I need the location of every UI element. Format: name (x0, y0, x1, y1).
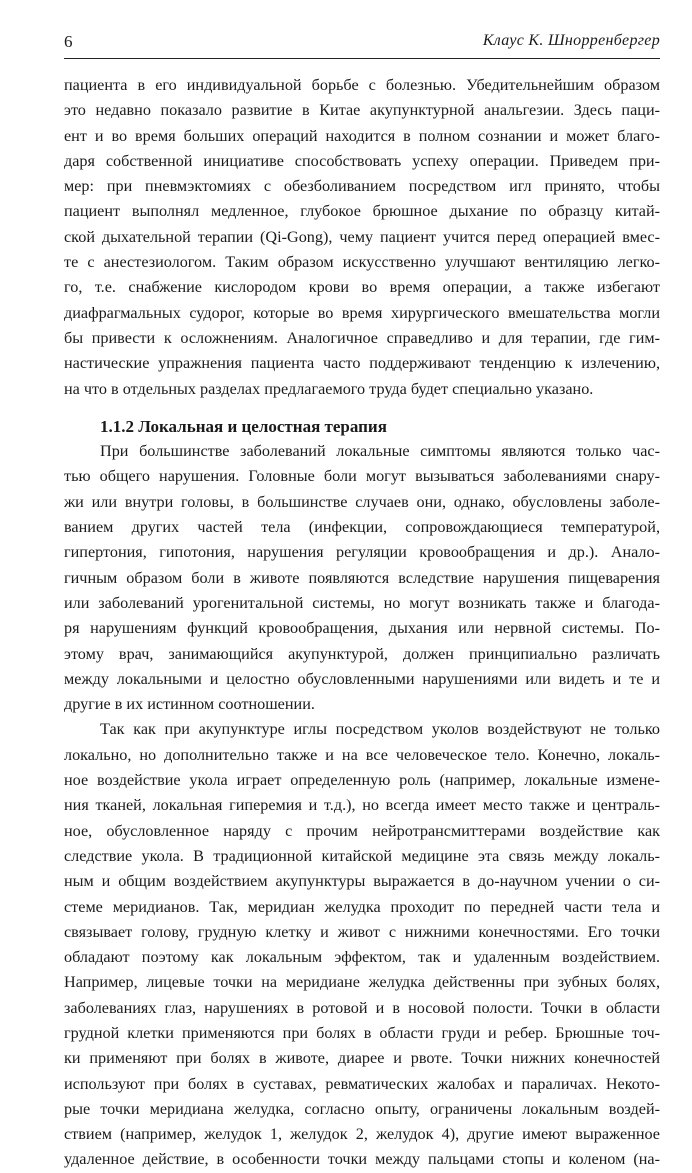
text-line: те с анестезиологом. Таким образом искусственно улучшают вентиляцию легко- (64, 253, 660, 272)
text-line: другие в их истинном соотношении. (64, 695, 315, 714)
text-line: грудной клетки применяются при болях в области груди и ребер. Брюшные точ- (64, 1023, 660, 1042)
text-line: При большинстве заболеваний локальные симптомы являются только час- (100, 442, 660, 461)
text-line: или заболеваний урогенитальной системы, но могут возникать также и благода- (64, 593, 660, 612)
text-line: на что в отдельных разделах предлагаемого труда будет специально указано. (64, 379, 594, 398)
text-line: ванием других частей тела (инфекции, сопровождающиеся температурой, (64, 518, 660, 537)
page-number: 6 (64, 32, 73, 51)
text-line: го, т.е. снабжение кислородом крови во время операции, а также избегают (64, 278, 660, 297)
running-head (64, 30, 660, 59)
text-line: следствие укола. В традиционной китайской медицине эта связь между локаль- (64, 846, 660, 865)
text-line: бы привести к осложнениям. Аналогичное справедливо и для терапии, где гим- (64, 328, 660, 347)
section-heading: 1.1.2 Локальная и целостная терапия (100, 416, 387, 436)
text-line: ния тканей, локальная гиперемия и т.д.), но всегда имеет место также и централь- (64, 796, 660, 815)
text-line: локально, но дополнительно также и на все человеческое тело. Конечно, локаль- (64, 745, 660, 764)
text-line: ской дыхательной терапии (Qi-Gong), чему пациент учится перед операцией вмес- (64, 227, 660, 246)
text-line: тью общего нарушения. Головные боли могут вызываться заболеваниями снару- (64, 467, 660, 486)
text-line: настические упражнения пациента часто поддерживают тенденцию к излечению, (64, 354, 660, 373)
text-line: этому врач, занимающийся акупунктурой, должен принципиально различать (64, 644, 660, 663)
text-line: даря собственной инициативе способствовать успеху операции. Приведем при- (64, 151, 660, 170)
text-line: диафрагмальных судорог, которые во время хирургического вмешательства могли (64, 303, 660, 322)
text-line: между локальными и целостно обусловленными нарушениями или видеть и те и (64, 669, 660, 688)
text-line: Например, лицевые точки на меридиане желудка действенны при зубных болях, (64, 973, 660, 992)
text-line: гичным образом боли в животе появляются вследствие нарушения пищеварения (64, 568, 660, 587)
text-line: Так как при акупунктуре иглы посредством уколов воздействуют не только (100, 720, 660, 739)
body-text (64, 73, 660, 1173)
text-line: обладают поэтому как локальным эффектом, так и удаленным воздействием. (64, 948, 660, 967)
text-line: ря нарушениям функций кровообращения, дыхания или нервной системы. По- (64, 619, 660, 638)
text-line: это недавно показало развитие в Китае акупунктурной анальгезии. Здесь паци- (64, 101, 660, 120)
text-line: мер: при пневмэктомиях с обезболиванием посредством игл принято, чтобы (64, 177, 660, 196)
text-line: пациента в его индивидуальной борьбе с болезнью. Убедительнейшим образом (64, 76, 660, 94)
text-line: связывает голову, грудную клетку и живот с нижними конечностями. Его точки (64, 922, 660, 941)
text-line: жи или внутри головы, в большинстве случаев они, однако, обусловлены заболе- (64, 492, 660, 511)
text-line: ки применяют при болях в животе, диарее и рвоте. Точки нижних конечностей (64, 1049, 660, 1068)
text-line: ствием (например, желудок 1, желудок 2, желудок 4), другие имеют выраженное (64, 1125, 660, 1144)
text-line: заболеваниях глаз, нарушениях в ротовой и в носовой полости. Точки в области (64, 998, 660, 1017)
text-line: ное, обусловленное наряду с прочим нейротрансмиттерами воздействие как (64, 821, 660, 840)
text-line: используют при болях в суставах, ревматических жалобах и параличах. Некото- (64, 1074, 660, 1093)
paragraph-1 (64, 73, 660, 402)
text-line: пациент выполнял медленное, глубокое брюшное дыхание по образцу китай- (64, 202, 660, 221)
paragraph-2 (64, 439, 660, 717)
text-line: ное воздействие укола играет определенную роль (например, локальные измене- (64, 771, 660, 790)
paragraph-3 (64, 717, 660, 1172)
text-line: стеме меридианов. Так, меридиан желудка проходит по передней части тела и (64, 897, 660, 916)
text-line: удаленное действие, в особенности точки между пальцами стопы и коленом (на- (64, 1150, 660, 1169)
text-line: рые точки меридиана желудка, согласно опыту, ограничены локальным воздей- (64, 1099, 660, 1118)
text-line: гипертония, гипотония, нарушения регуляции кровообращения и др.). Анало- (64, 543, 660, 562)
text-line: ент и во время больших операций находится в полном сознании и может благо- (64, 126, 660, 145)
text-line: ным и общим воздействием акупунктуры выражается в до-научном учении о си- (64, 872, 660, 891)
running-head-author: Клаус К. Шнорренбергер (482, 32, 660, 49)
